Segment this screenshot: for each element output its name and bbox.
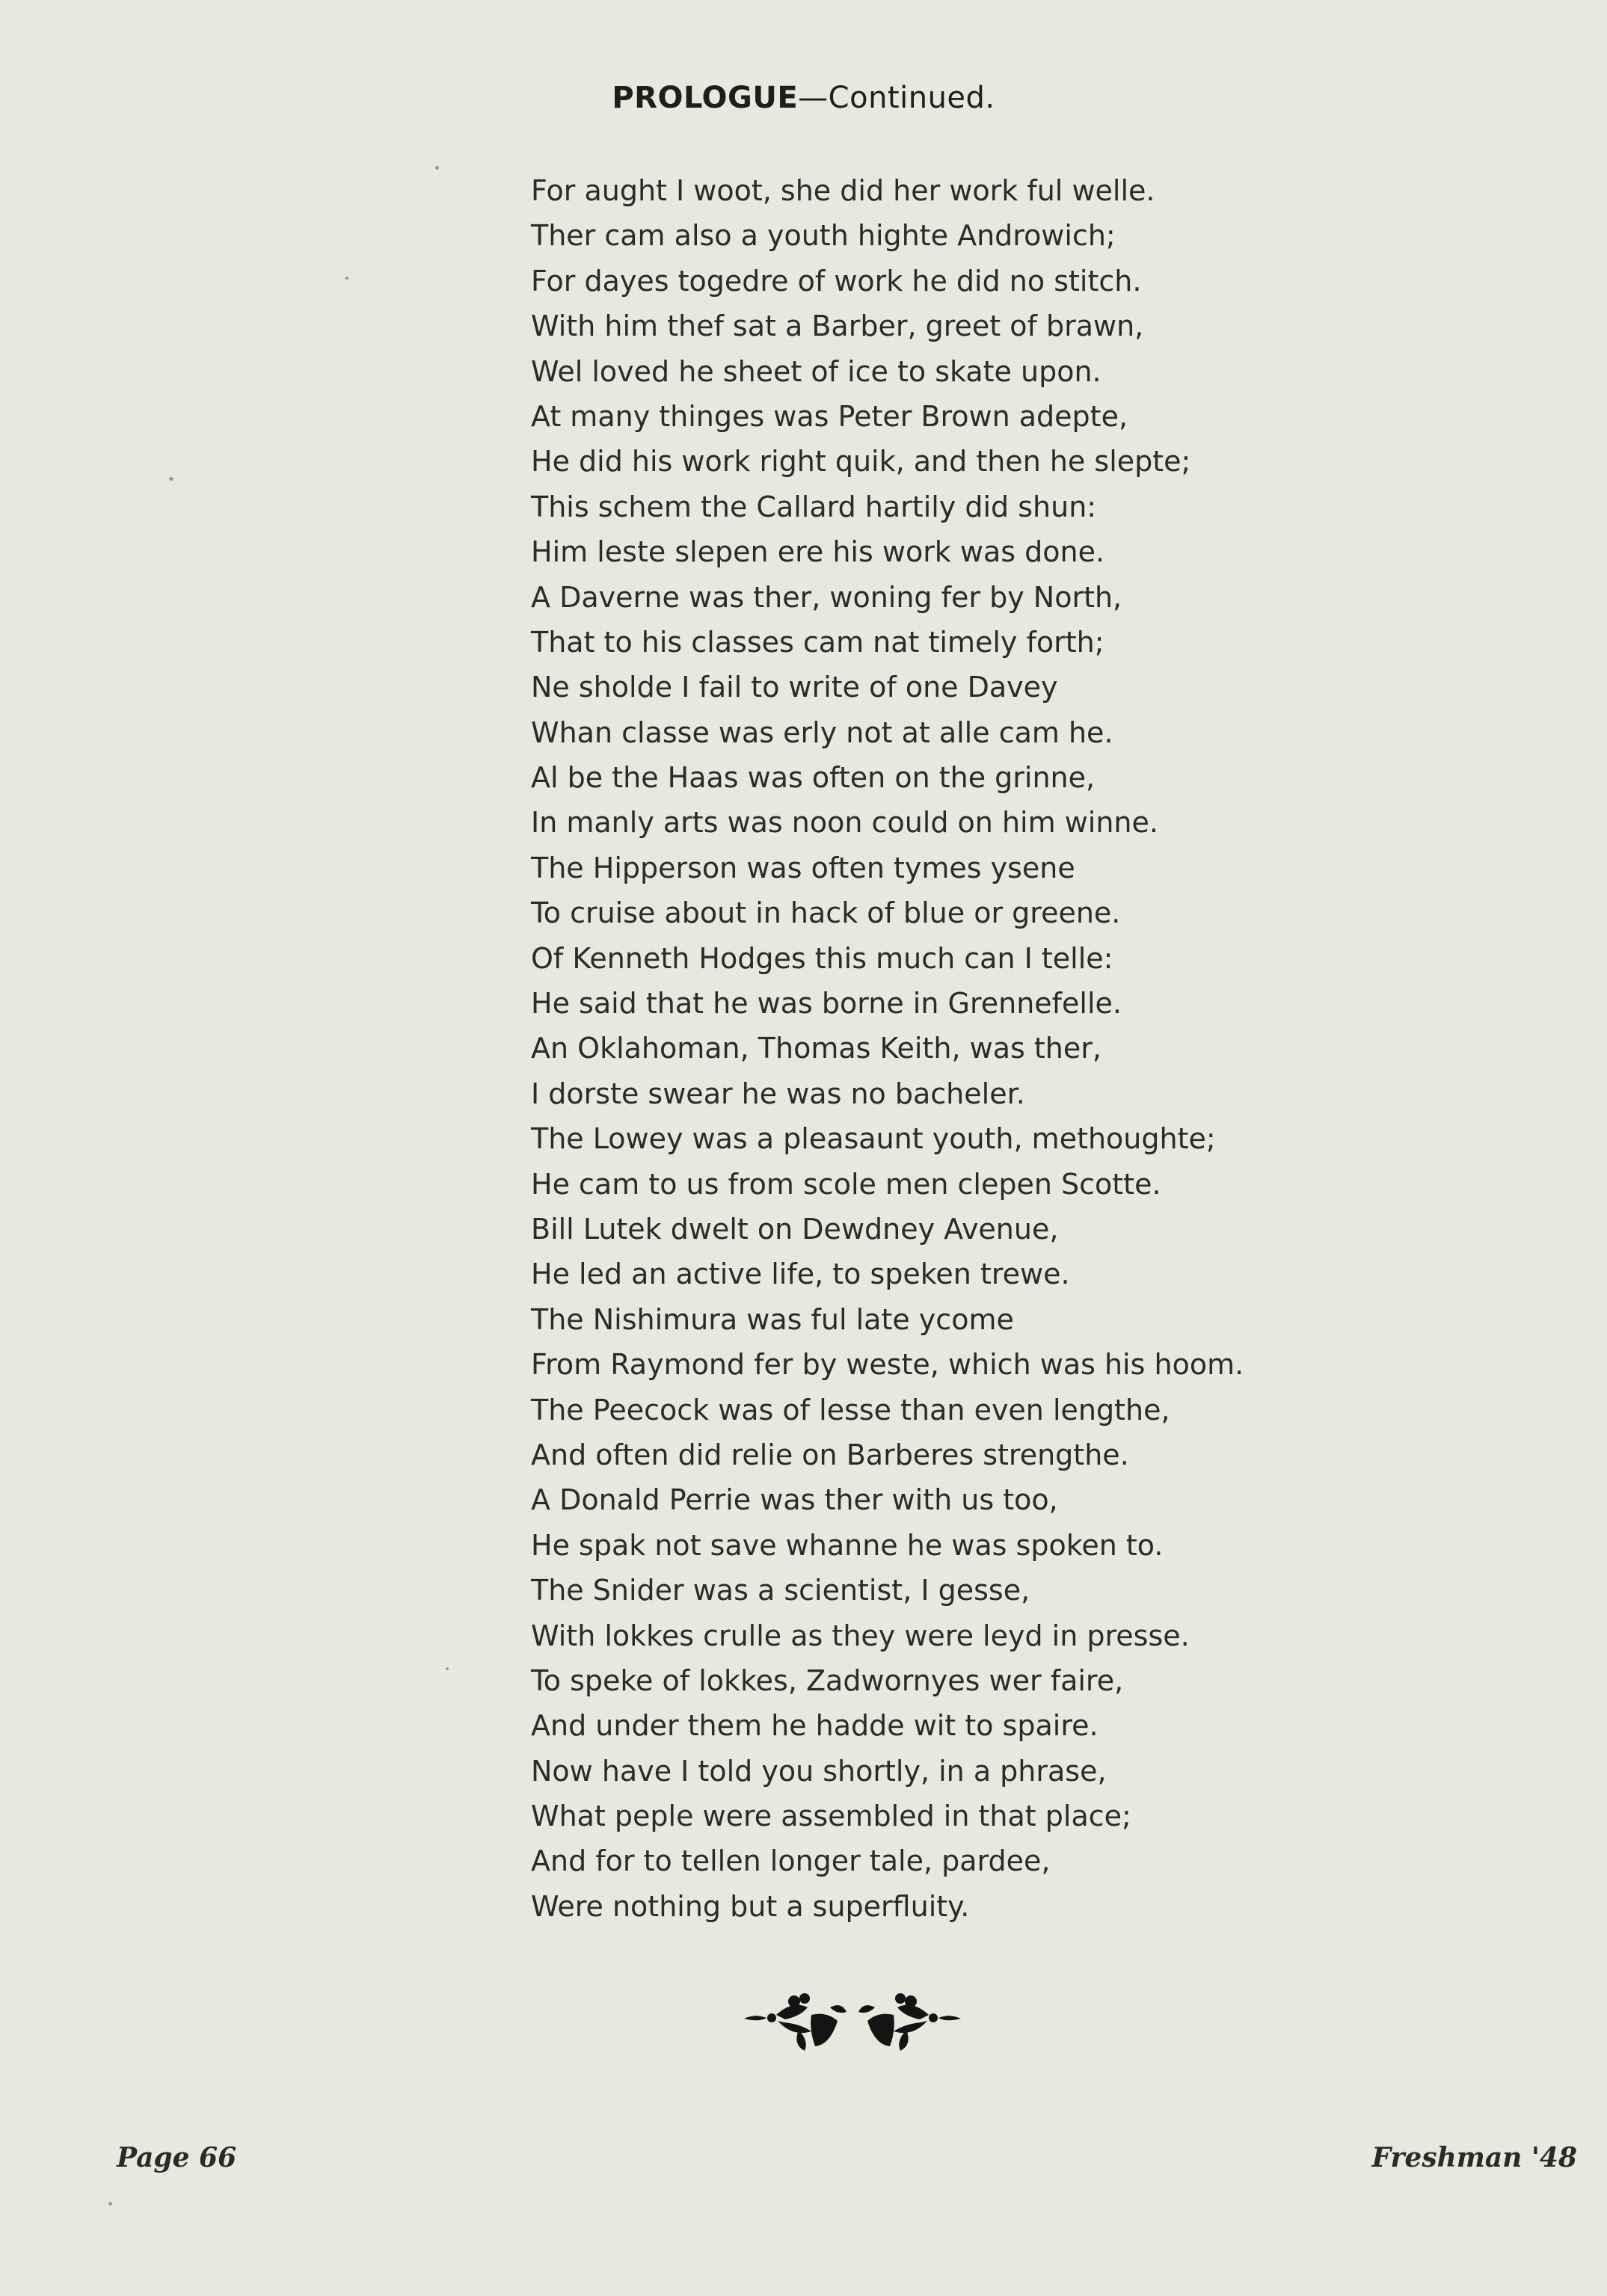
- poem-line: What peple were assembled in that place;: [531, 1800, 1131, 1833]
- heading-title: PROLOGUE: [612, 81, 799, 115]
- poem-line: The Peecock was of lesse than even lengthe,: [531, 1393, 1170, 1426]
- poem-line: That to his classes cam nat timely forth;: [531, 625, 1104, 659]
- poem-line: Of Kenneth Hodges this much can I telle:: [531, 941, 1113, 975]
- poem-line: The Snider was a scientist, I gesse,: [531, 1574, 1030, 1607]
- poem-line: For aught I woot, she did her work ful welle.: [531, 174, 1155, 207]
- poem-line: Wel loved he sheet of ice to skate upon.: [531, 354, 1101, 388]
- poem-line: Were nothing but a superfluity.: [531, 1889, 970, 1923]
- paper-speck: [345, 277, 348, 280]
- poem-line: The Nishimura was ful late ycome: [531, 1302, 1014, 1336]
- poem-line: The Lowey was a pleasaunt youth, methoughte;: [531, 1122, 1216, 1156]
- poem-line: Now have I told you shortly, in a phrase,: [531, 1754, 1107, 1788]
- poem-line: To speke of lokkes, Zadwornyes wer faire,: [531, 1663, 1124, 1697]
- poem-line: A Donald Perrie was ther with us too,: [531, 1483, 1058, 1517]
- poem-line: With him thef sat a Barber, greet of brawn,: [531, 310, 1144, 343]
- poem-line: And for to tellen longer tale, pardee,: [531, 1844, 1051, 1878]
- page-number: Page 66: [117, 2142, 237, 2173]
- floral-ornament-icon: [740, 1985, 965, 2052]
- publication-name: Freshman '48: [1371, 2142, 1577, 2173]
- poem-line: He cam to us from scole men clepen Scotte.: [531, 1167, 1161, 1201]
- poem-line: Ther cam also a youth highte Androwich;: [531, 219, 1116, 253]
- poem-line: Whan classe was erly not at alle cam he.: [531, 715, 1113, 749]
- poem-line: He did his work right quik, and then he slepte;: [531, 445, 1191, 478]
- poem-line: With lokkes crulle as they were leyd in presse.: [531, 1619, 1190, 1652]
- poem-line: Him leste slepen ere his work was done.: [531, 535, 1105, 569]
- page-heading: [0, 81, 1607, 115]
- poem-line: And under them he hadde wit to spaire.: [531, 1709, 1099, 1743]
- poem-line: And often did relie on Barberes strengthe.: [531, 1438, 1129, 1471]
- poem-line: He spak not save whanne he was spoken to.: [531, 1528, 1164, 1562]
- poem-line: Bill Lutek dwelt on Dewdney Avenue,: [531, 1212, 1059, 1246]
- poem-line: An Oklahoman, Thomas Keith, was ther,: [531, 1032, 1101, 1065]
- poem-line: In manly arts was noon could on him winne.: [531, 806, 1158, 840]
- poem-line: This schem the Callard hartily did shun:: [531, 490, 1097, 523]
- heading-suffix: —Continued.: [798, 81, 995, 115]
- paper-speck: [446, 1667, 449, 1670]
- paper-speck: [435, 166, 439, 170]
- poem-line: At many thinges was Peter Brown adepte,: [531, 399, 1128, 433]
- poem-line: To cruise about in hack of blue or greene.: [531, 896, 1121, 930]
- paper-speck: [108, 2202, 112, 2206]
- poem-line: He said that he was borne in Grennefelle.: [531, 987, 1122, 1021]
- poem-line: A Daverne was ther, woning fer by North,: [531, 580, 1122, 614]
- poem-body: [531, 168, 1503, 1929]
- poem-line: From Raymond fer by weste, which was his hoom.: [531, 1348, 1244, 1382]
- poem-line: Ne sholde I fail to write of one Davey: [531, 671, 1058, 704]
- poem-line: For dayes togedre of work he did no stitch.: [531, 264, 1142, 298]
- poem-line: I dorste swear he was no bacheler.: [531, 1077, 1025, 1110]
- poem-line: Al be the Haas was often on the grinne,: [531, 761, 1096, 795]
- poem-line: The Hipperson was often tymes ysene: [531, 851, 1075, 884]
- poem-line: He led an active life, to speken trewe.: [531, 1258, 1070, 1291]
- paper-speck: [169, 477, 173, 481]
